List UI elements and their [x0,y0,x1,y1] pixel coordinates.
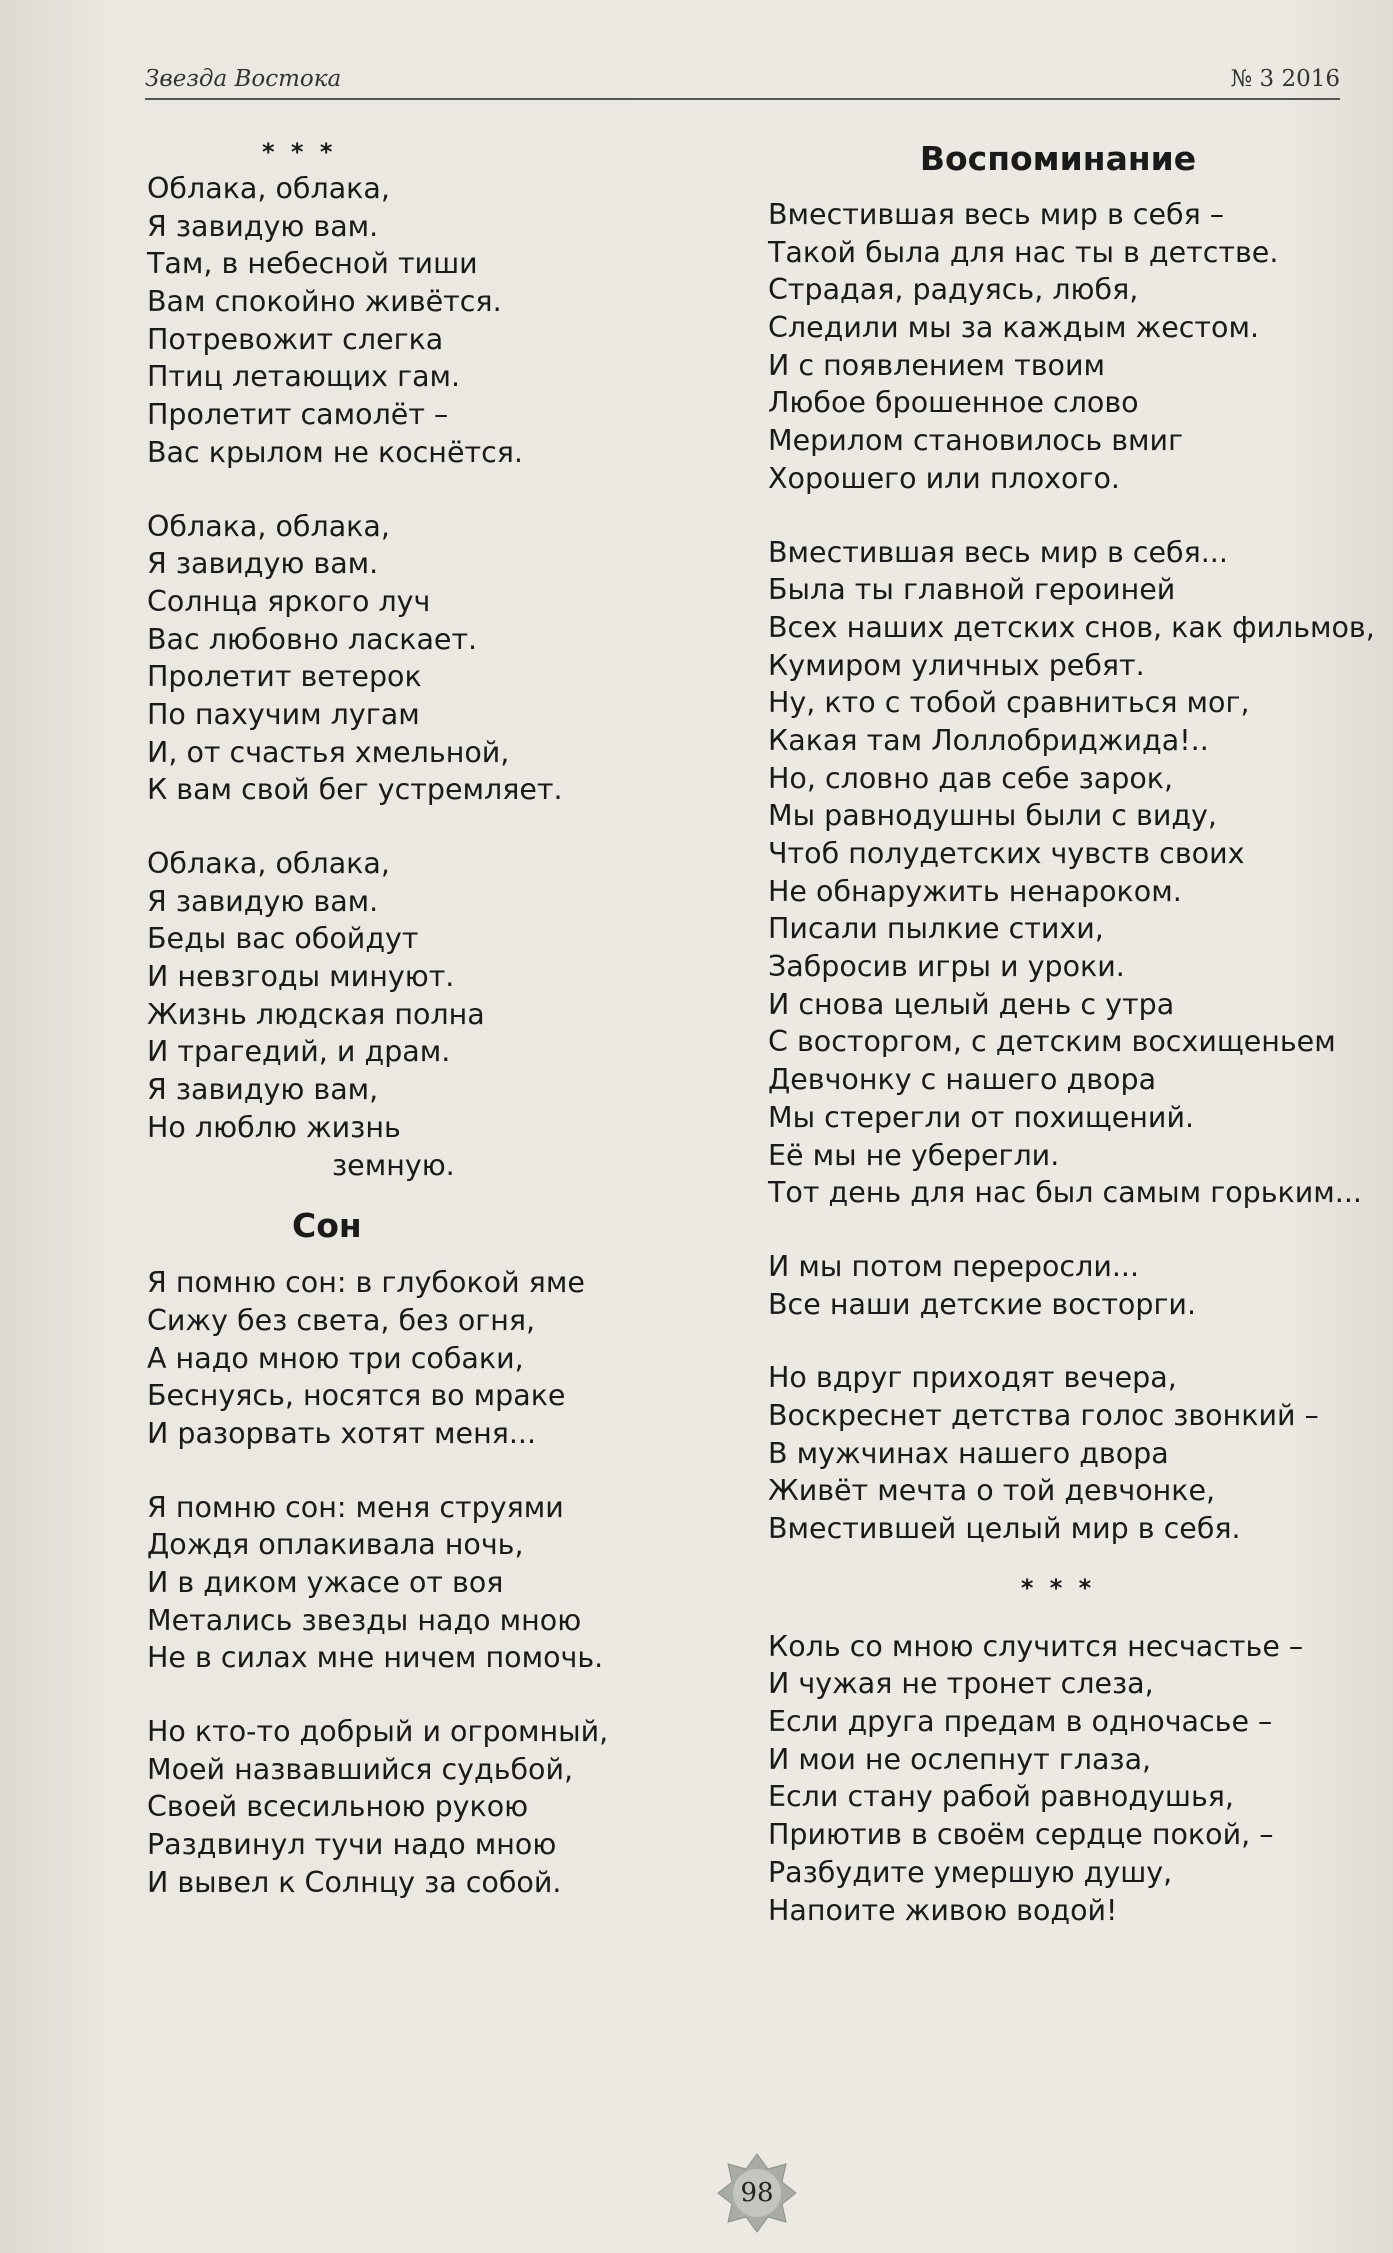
poem-line: Вместившая весь мир в себя... [768,535,1228,569]
poem-line: Хорошего или плохого. [768,461,1120,495]
stanza [147,508,737,810]
poem-line: Такой была для нас ты в детстве. [768,235,1279,269]
poem-line: Напоите живою водой! [768,1893,1118,1927]
poem-line-indented: земную. [332,1148,455,1182]
poem-line: Птиц летающих гам. [147,360,461,394]
poem-line: Пролетит самолёт – [147,398,449,432]
poem-line: И мои не ослепнут глаза, [768,1742,1152,1776]
poem-line: И чужая не тронет слеза, [768,1667,1154,1701]
poem-line: Я помню сон: в глубокой яме [147,1266,585,1300]
poem-line: Но кто-то добрый и огромный, [147,1715,609,1749]
poem-line: Не в силах мне ничем помочь. [147,1641,604,1675]
stanza [147,1713,737,1901]
page-number-badge [716,2152,798,2234]
poem-line: Я завидую вам. [147,209,379,243]
poem-line: Кумиром уличных ребят. [768,648,1145,682]
poem-line: К вам свой бег устремляет. [147,773,563,807]
stanza [147,170,737,472]
stanza [768,196,1348,498]
journal-title: Звезда Востока [145,66,342,92]
poem-line: И невзгоды минуют. [147,960,455,994]
left-column [147,134,737,1938]
poem-line: Метались звезды надо мною [147,1603,582,1637]
poem-line: Жизнь людская полна [147,997,485,1031]
poem-misfortune [768,1628,1348,1930]
poem-line: Но люблю жизнь [147,1110,401,1144]
poem-line: Коль со мною случится несчастье – [768,1629,1304,1663]
poem-line: Тот день для нас был самым горьким... [768,1176,1362,1210]
stanza [768,1628,1348,1930]
poem-line: Я завидую вам, [147,1073,379,1107]
poem-line: Вместившая весь мир в себя – [768,198,1225,231]
poem-line: Солнца яркого луч [147,584,431,618]
poem-line: Беснуясь, носятся во мраке [147,1379,566,1413]
poem-line: Облака, облака, [147,509,390,543]
poem-line: Моей назвавшийся судьбой, [147,1752,574,1786]
poem-line: Живёт мечта о той девчонке, [768,1474,1216,1508]
poem-line: Страдая, радуясь, любя, [768,273,1139,307]
poem-line: Какая там Лоллобриджида!.. [768,723,1209,757]
poem-line: И в диком ужасе от воя [147,1566,504,1599]
poem-line: Писали пылкие стихи, [768,912,1104,946]
poem-line: И мы потом переросли... [768,1249,1140,1283]
poem-line: Мы равнодушны были с виду, [768,799,1217,833]
stanza [768,1248,1348,1323]
poem-line: Беды вас обойдут [147,922,419,956]
stanza [768,534,1375,1212]
stanza [147,845,737,1147]
poem-line: Забросив игры и уроки. [768,950,1125,984]
stanza [768,1359,1348,1547]
poem-line: С восторгом, с детским восхищеньем [768,1025,1336,1059]
poem-line: Потревожит слегка [147,322,444,356]
poem-line: Все наши детские восторги. [768,1287,1197,1321]
poem-line: Воскреснет детства голос звонкий – [768,1398,1319,1432]
poem-line: Там, в небесной тиши [147,247,478,281]
poem-clouds [147,170,737,1147]
poem-line: И снова целый день с утра [768,987,1175,1021]
section-marker: * * * [1020,1573,1096,1602]
poem-line: Девчонку с нашего двора [768,1063,1157,1097]
poem-line: Облака, облака, [147,847,390,880]
poem-line: Я завидую вам. [147,884,379,918]
poem-line: Дождя оплакивала ночь, [147,1528,524,1562]
poem-line: Я помню сон: меня струями [147,1490,564,1524]
poem-line: Вместившей целый мир в себя. [768,1512,1241,1545]
poem-line: Своей всесильною рукою [147,1790,529,1824]
poem-line: Раздвинул тучи надо мною [147,1828,557,1862]
poem-title-son: Сон [292,1206,362,1246]
poem-line: Если друга предам в одночасье – [768,1705,1273,1739]
issue-number: № 3 2016 [1230,66,1340,92]
stanza [147,1264,737,1452]
poem-line: Приютив в своём сердце покой, – [768,1818,1274,1852]
poem-line: Чтоб полудетских чувств своих [768,837,1245,870]
poem-line: В мужчинах нашего двора [768,1436,1169,1470]
section-marker: * * * [262,138,337,166]
poem-line: Но вдруг приходят вечера, [768,1361,1177,1395]
poem-line: Не обнаружить ненароком. [768,874,1182,908]
poem-line: Всех наших детских снов, как фильмов, [768,610,1375,644]
poem-line: И трагедий, и драм. [147,1035,451,1069]
poem-line: Мы стерегли от похищений. [768,1100,1195,1134]
right-column [768,134,1375,1965]
poem-line: И вывел к Солнцу за собой. [147,1865,562,1899]
poem-line: Мерилом становилось вмиг [768,424,1184,458]
poem-line: По пахучим лугам [147,697,420,731]
poem-line: И разорвать хотят меня... [147,1416,537,1450]
poem-line: Следили мы за каждым жестом. [768,311,1260,345]
stanza [147,1489,737,1677]
poem-line: Пролетит ветерок [147,660,422,694]
poem-line: Её мы не уберегли. [768,1138,1060,1172]
poem-line: А надо мною три собаки, [147,1341,524,1375]
poem-title-vospominanie: Воспоминание [919,139,1197,178]
poem-line: Вас крылом не коснётся. [147,435,523,469]
poem-line: Я завидую вам. [147,547,379,581]
poem-line: Вам спокойно живётся. [147,285,502,319]
poem-line: Была ты главной героиней [768,573,1176,607]
poem-line: Вас любовно ласкает. [147,622,478,656]
poem-line: И с появлением твоим [768,348,1105,382]
poem-son [147,1264,737,1901]
poem-line: Но, словно дав себе зарок, [768,761,1174,795]
poem-line: Сижу без света, без огня, [147,1303,536,1337]
poem-line: И, от счастья хмельной, [147,735,510,769]
poem-line: Разбудите умершую душу, [768,1855,1173,1889]
page-number: 98 [740,2178,774,2208]
poem-line: Ну, кто с тобой сравниться мог, [768,686,1250,720]
poem-line: Облака, облака, [147,172,390,205]
poem-vospominanie [768,196,1375,1548]
poem-line: Любое брошенное слово [768,386,1139,420]
poem-line: Если стану рабой равнодушья, [768,1780,1234,1814]
running-header [145,62,1340,100]
